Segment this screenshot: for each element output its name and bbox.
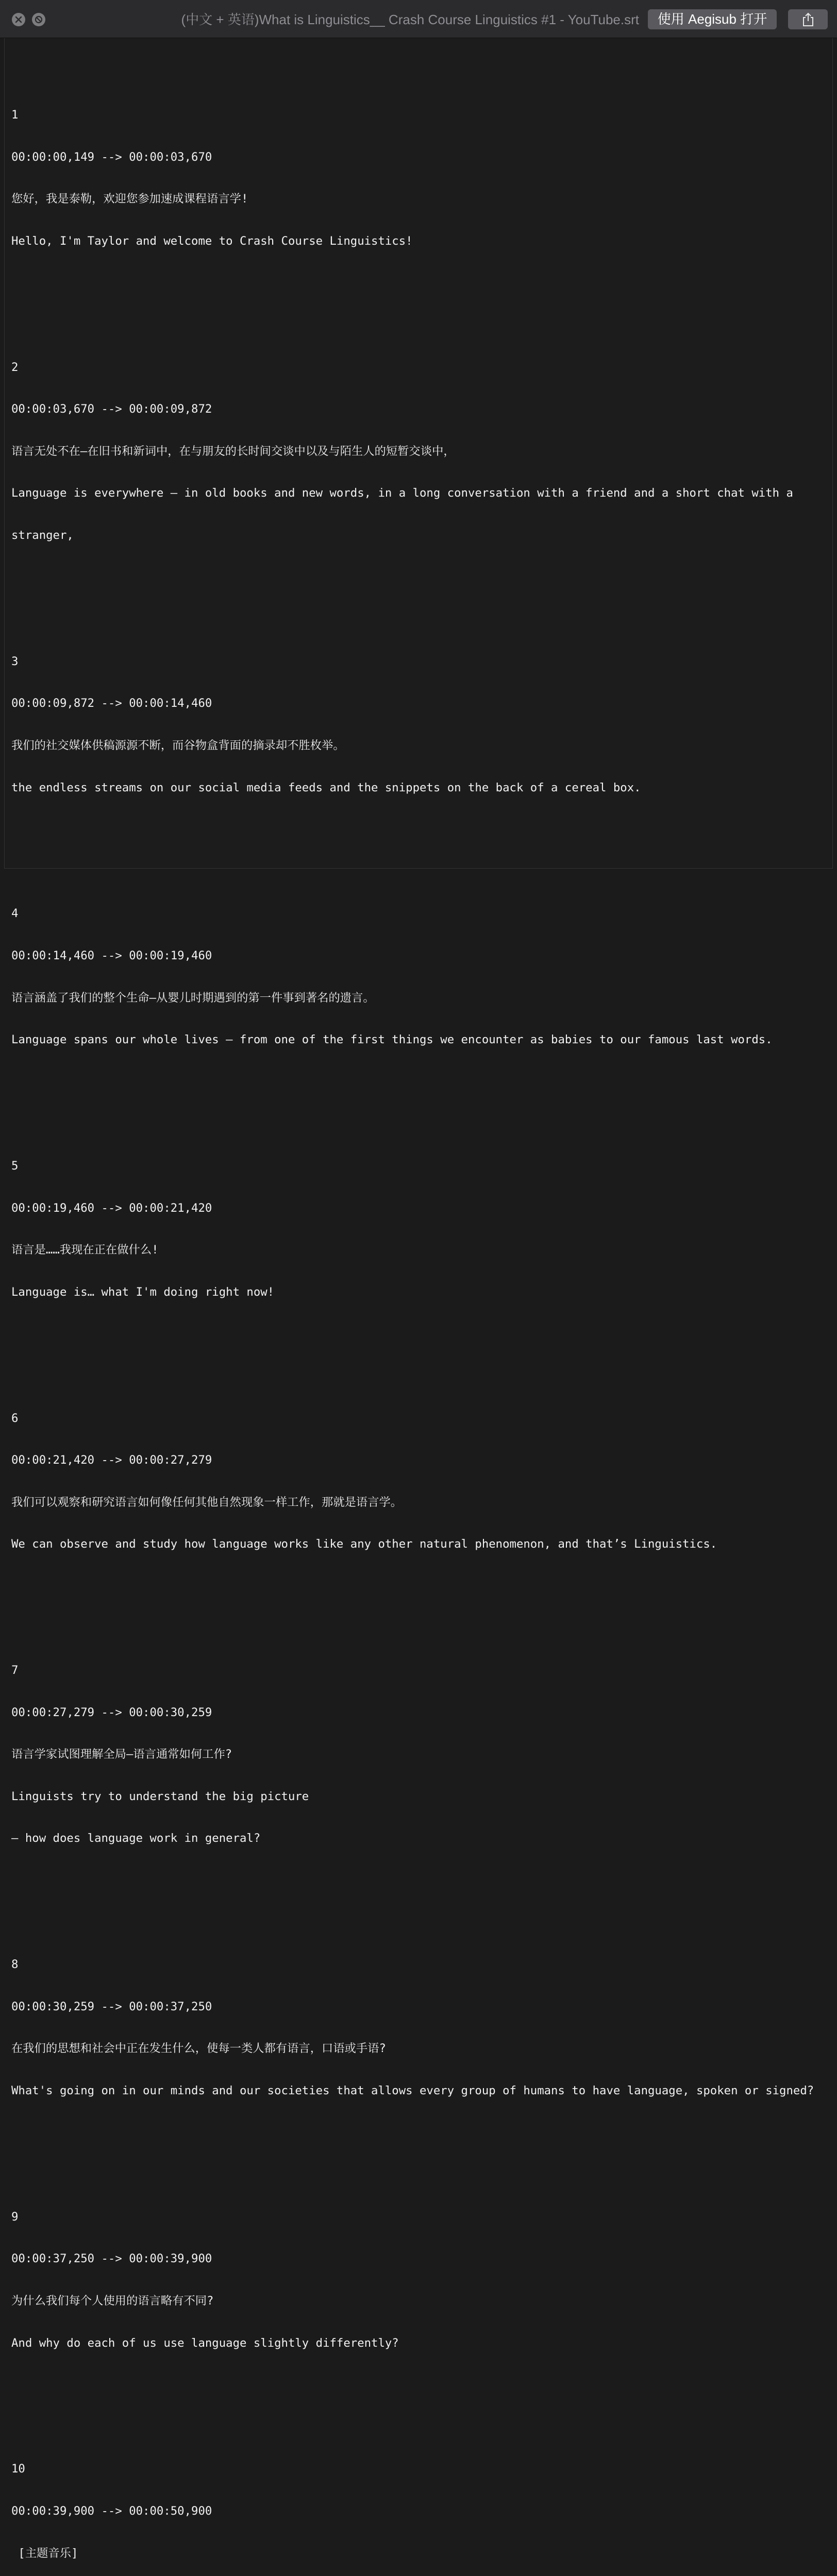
entry-text-zh: 为什么我们每个人使用的语言略有不同?	[11, 2294, 214, 2308]
subtitle-entry	[11, 1383, 826, 1580]
entry-text-zh: 语言是……我现在正在做什么!	[11, 1243, 159, 1257]
entry-index: 7	[11, 1664, 19, 1677]
entry-text-en: Language is everywhere – in old books and new words, in a long conversation with a friend and a short chat with a	[11, 486, 793, 500]
entry-index: 5	[11, 1159, 19, 1173]
entry-timecode: 00:00:00,149 --> 00:00:03,670	[11, 150, 212, 164]
entry-timecode: 00:00:14,460 --> 00:00:19,460	[11, 948, 212, 962]
entry-timecode: 00:00:21,420 --> 00:00:27,279	[11, 1453, 212, 1467]
entry-timecode: 00:00:30,259 --> 00:00:37,250	[11, 1999, 212, 2013]
entry-text-en: We can observe and study how language works like any other natural phenomenon, and that’s Linguistics.	[11, 1537, 717, 1551]
entry-text-en: Hello, I'm Taylor and welcome to Crash Course Linguistics!	[11, 234, 413, 248]
share-button[interactable]	[788, 9, 828, 29]
entry-text-zh: 在我们的思想和社会中正在发生什么，使每一类人都有语言，口语或手语?	[11, 2042, 386, 2056]
entry-text-zh: 语言涵盖了我们的整个生命—从婴儿时期遇到的第一件事到著名的遗言。	[11, 991, 375, 1005]
subtitle-entry	[11, 1636, 826, 1874]
entry-text-zh: 我们可以观察和研究语言如何像任何其他自然现象一样工作，那就是语言学。	[11, 1495, 403, 1509]
entry-index: 1	[11, 108, 19, 122]
entry-index: 2	[11, 360, 19, 374]
subtitle-entry	[11, 1930, 826, 2126]
entry-index: 10	[11, 2462, 25, 2476]
entry-timecode: 00:00:03,670 --> 00:00:09,872	[11, 402, 212, 416]
stop-icon[interactable]	[32, 13, 45, 26]
subtitle-entry	[11, 2434, 826, 2576]
entry-text-zh: 语言学家试图理解全局—语言通常如何工作?	[11, 1748, 232, 1761]
share-icon	[802, 12, 814, 27]
entry-text-zh: 您好，我是泰勒，欢迎您参加速成课程语言学!	[11, 192, 248, 206]
subtitle-entry	[11, 626, 826, 823]
subtitle-list	[11, 38, 826, 2576]
close-icon[interactable]	[12, 13, 25, 26]
entry-index: 4	[11, 907, 19, 921]
entry-text-en: the endless streams on our social media feeds and the snippets on the back of a cereal box.	[11, 781, 641, 794]
entry-timecode: 00:00:39,900 --> 00:00:50,900	[11, 2504, 212, 2518]
subtitle-entry	[11, 2182, 826, 2378]
title-bar	[0, 0, 837, 38]
entry-text-en: Linguists try to understand the big picture	[11, 1789, 309, 1803]
window-title: (中文 + 英语)What is Linguistics__ Crash Course Linguistics #1 - YouTube.srt	[181, 12, 639, 27]
entry-text-en: What's going on in our minds and our societies that allows every group of humans to have language, spoken or signed?	[11, 2084, 814, 2098]
subtitle-entry	[11, 80, 826, 277]
subtitle-entry	[11, 1131, 826, 1328]
entry-index: 3	[11, 654, 19, 668]
entry-text-en: Language is… what I'm doing right now!	[11, 1285, 275, 1299]
entry-text-zh: 我们的社交媒体供稿源源不断，而谷物盒背面的摘录却不胜枚举。	[11, 738, 345, 752]
entry-text-en: – how does language work in general?	[11, 1832, 261, 1845]
entry-text-zh: [主题音乐]	[11, 2546, 78, 2560]
open-with-aegisub-button[interactable]: 使用 Aegisub 打开	[648, 9, 777, 29]
entry-text-en: Language spans our whole lives – from one of the first things we encounter as babies to our famous last words.	[11, 1033, 773, 1047]
subtitle-entry	[11, 879, 826, 1075]
entry-timecode: 00:00:27,279 --> 00:00:30,259	[11, 1705, 212, 1719]
subtitle-entry	[11, 332, 826, 570]
entry-text-zh: 语言无处不在—在旧书和新词中，在与朋友的长时间交谈中以及与陌生人的短暂交谈中，	[11, 444, 455, 458]
entry-timecode: 00:00:37,250 --> 00:00:39,900	[11, 2252, 212, 2266]
entry-index: 6	[11, 1411, 19, 1425]
entry-index: 8	[11, 1958, 19, 1972]
entry-timecode: 00:00:19,460 --> 00:00:21,420	[11, 1201, 212, 1215]
subtitle-text-view[interactable]	[4, 38, 833, 2560]
entry-timecode: 00:00:09,872 --> 00:00:14,460	[11, 697, 212, 710]
entry-index: 9	[11, 2210, 19, 2224]
entry-text-en: And why do each of us use language slightly differently?	[11, 2336, 399, 2350]
entry-text-en: stranger,	[11, 528, 74, 542]
